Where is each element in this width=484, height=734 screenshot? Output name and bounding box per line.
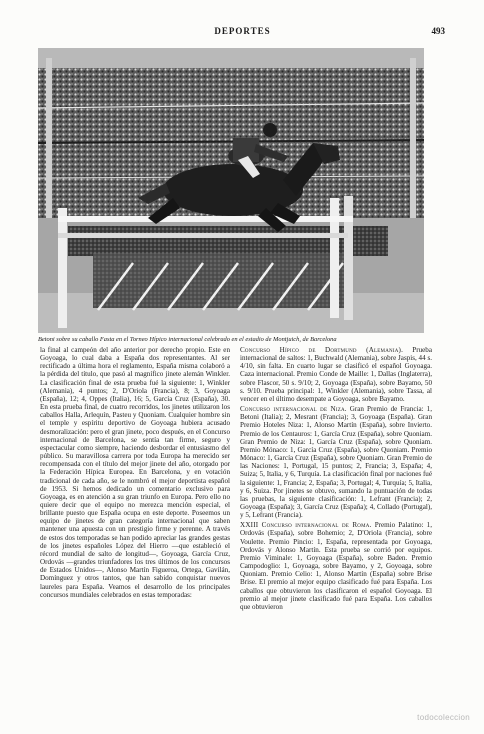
niza-title: Concurso internacional de Niza.: [240, 405, 347, 414]
dortmund-text: Prueba internacional de saltos: 1, Buchwald (Alemania), sobre Jaspis, 44 s. 4/10, sin falta. En cuarto lugar se clasificó el español Goyoaga. Caza internacional. Premio Conde de Maille: 1, Dallas (Inglaterra), sobre Flascor, 50 s. 9/10; 2, Goyoaga (España), sobre Bayamo, 50 s. 9/10. Prueba principal: 1, Winkler (Alemania), sobre Tassa, al vencer en el último desempate a Goyoaga, sobre Bayamo.: [240, 346, 432, 403]
photo-caption: Betoni sobre su caballo Fasta en el Torneo Hípico internacional celebrado en el estadio de Montjuich, de Barcelona: [38, 336, 337, 343]
roma-section: [240, 521, 432, 611]
left-column: [40, 346, 230, 599]
niza-section: [240, 405, 432, 519]
roma-title: XXIII Concurso internacional de Roma.: [240, 521, 372, 530]
right-column: [240, 346, 432, 611]
niza-text: Gran Premio de Francia: 1, Betoni (Italia); 2, Mesrant (Francia); 3, Goyoaga (España). Gran Premio Hoteles Niza: 1, Alonso Martín (España), sobre Invierto. Premio de los Centauros: 1, García Cruz (España), sobre Quoniam. Gran Premio de Niza: 1, García Cruz (España), sobre Quoniam. Premio Mónaco: 1, García Cruz (España), sobre Quoniam. Premio Mónaco: 1, García Cruz (España), sobre Quoniam. Gran Premio de las Naciones: 1, Portugal, 15 puntos; 2, Francia; 3, España; 4, Suiza; 5, Italia, y 6, Turquía. La clasificación final por naciones fué la siguiente: 1, Francia; 2, España; 3, Portugal; 4, Turquía; 5, Italia, y 6, Suiza. Por jinetes se obtuvo, sumando la puntuación de todas las pruebas, la siguiente clasificación: 1, Lefrant (Francia); 2, Goyoaga (España); 3, García Cruz (España); 4, Collado (Portugal), y 5, Lefrant (Francia).: [240, 405, 432, 520]
page-header: [40, 26, 445, 40]
show-jumping-photo: [38, 48, 424, 333]
body-paragraph: la final al campeón del año anterior por derecho propio. Este en Goyoaga, lo cual daba a España dos representantes. Al ser rectificado a última hora el reglamento, España misma colaboró a la pérdida del título, que pasó al magnífico jinete alemán Winkler. La clasificación final de esta prueba fué la siguiente: 1, Winkler (Alemania), 4 puntos; 2, D'Oriola (Francia), 8; 3, Goyoaga (España), 12; 4, Oppes (Italia), 16; 5, García Cruz (España), 30. En esta prueba final, de cuatro recorridos, los jinetes utilizaron los caballos Halla, Arlequín, Pasteu y Quoniam. Cualquier hombre sin el temple y espíritu deportivo de Goyoaga hubiera acusado desmoralización: pero el gran jinete, poco después, en el Concurso internacional de Barcelona, se sentía tan firme, seguro y espectacular como siempre, haciendo desbordar el entusiasmo del público. Su maravillosa carrera por toda Europa ha merecido ser recompensada con el título del mejor jinete del año, otorgado por la Federación Hípica Europea. En Barcelona, y en votación tradicional de cada año, se le nombró el mejor deportista español de 1953. Si hemos dedicado un comentario exclusivo para Goyoaga, es en atención a su gran triunfo en Europa. Pero ello no quiere decir que el equipo no merezca mención especial, el brillante puesto que España ocupa en este deporte. Poseemos un equipo de jinetes de gran categoría internacional que saben mantener una apuesta con un prestigio firme y perenne. A través de estos dos temporadas se han podido apreciar las grandes gestas de los jinetes españoles López del Hierro —que estableció el récord mundial de salto de longitud—, Goyoaga, García Cruz, Ordovás —grandes triunfadores los tres últimos de los concursos de Estados Unidos—, Alonso Martín Figueroa, Ortega, Gavilán, Domínguez y otros tantos, que han sabido conquistar nuevos laureles para España. Veamos el desarrollo de los principales concursos mundiales celebrados en estas temporadas:: [40, 346, 230, 599]
dortmund-title: Concurso Hípico de Dortmund (Alemania).: [240, 346, 404, 354]
dortmund-section: [240, 346, 432, 403]
roma-text: Premio Palatino: 1, Ordovás (España), sobre Bohemio; 2, D'Oriola (Francia), sobre Voulette. Premio Pincio: 1, España, representada por Goyoaga, Ordovás y Alonso Martín. Esta prueba se corrió por equipos. Premio Viminale: 1, Goyoaga (España), sobre Baden. Premio Campodoglio: 1, Goyoaga, sobre Bayamo, y 2, Goyoaga, sobre Quoniam. Premio Celio: 1, Alonso Martín (España) sobre Brise Brise. El premio al mejor equipo clasificado fué para España. Los caballos que obtuvieron los clasificaron el español Goyoaga. El premio al mejor jinete clasificado fué para España. Los caballos que obtuvieron: [240, 521, 432, 611]
section-title: DEPORTES: [214, 26, 271, 36]
watermark-stamp: todocoleccion: [417, 713, 470, 722]
page-number: 493: [431, 26, 445, 36]
